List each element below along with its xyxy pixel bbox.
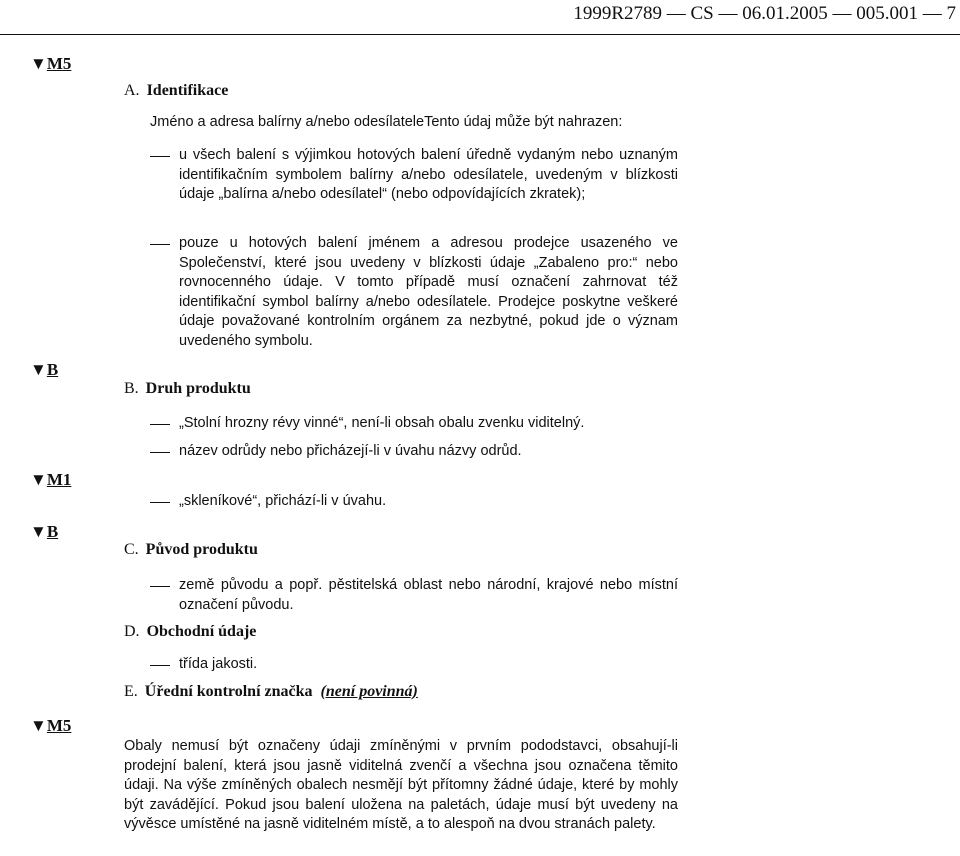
list-item xyxy=(150,655,678,675)
section-title: Původ produktu xyxy=(145,541,258,558)
down-triangle-icon: ▼ xyxy=(30,54,47,73)
dash-bullet xyxy=(150,665,170,666)
list-item xyxy=(150,234,678,351)
dash-bullet xyxy=(150,452,170,453)
section-heading-b xyxy=(124,380,251,398)
section-intro: Jméno a adresa balírny a/nebo odesílateleTento údaj může být nahrazen: xyxy=(150,114,623,130)
section-note: (není povinná) xyxy=(320,683,418,700)
list-item xyxy=(150,146,678,205)
list-item xyxy=(150,414,678,434)
section-title: Úřední kontrolní značka xyxy=(144,683,313,700)
dash-bullet xyxy=(150,586,170,587)
list-item xyxy=(150,492,678,512)
list-item-text: země původu a popř. pěstitelská oblast nebo národní, krajové nebo místní označení původu. xyxy=(179,577,678,613)
marker-code: M5 xyxy=(46,716,72,735)
section-heading-e xyxy=(124,683,418,701)
section-letter: E. xyxy=(124,683,138,700)
list-item-text: třída jakosti. xyxy=(179,656,258,672)
list-item-text: název odrůdy nebo přicházejí-li v úvahu názvy odrůd. xyxy=(179,443,522,459)
dash-bullet xyxy=(150,424,170,425)
down-triangle-icon: ▼ xyxy=(30,360,47,379)
document-reference-header: 1999R2789 — CS — 06.01.2005 — 005.001 — 7 xyxy=(573,3,956,24)
marker-code: B xyxy=(46,522,59,541)
section-letter: A. xyxy=(124,82,140,99)
section-heading-c xyxy=(124,541,258,559)
section-title: Identifikace xyxy=(146,82,229,99)
section-title: Druh produktu xyxy=(145,380,251,397)
list-item-text: „skleníkové“, přichází-li v úvahu. xyxy=(179,493,387,509)
list-item-text: pouze u hotových balení jménem a adresou prodejce usazeného ve Společenství, které jsou uvedeny v blízkosti údaje „Zabaleno pro:“ nebo rovnocenného údaje. V tomto případě musí označení zahrnovat též identifikační symbol balírny a/nebo odesílatele. Prodejce poskytne veškeré údaje považované kontrolním orgánem za nezbytné, pokud jde o význam uvedeného symbolu. xyxy=(179,235,678,349)
dash-bullet xyxy=(150,502,170,503)
amendment-marker-m1 xyxy=(30,470,71,490)
amendment-marker-m5 xyxy=(30,54,71,74)
section-heading-d xyxy=(124,623,256,641)
down-triangle-icon: ▼ xyxy=(30,522,47,541)
header-divider xyxy=(0,34,960,35)
list-item-text: „Stolní hrozny révy vinné“, není-li obsah obalu zvenku viditelný. xyxy=(179,415,585,431)
dash-bullet xyxy=(150,244,170,245)
section-letter: C. xyxy=(124,541,139,558)
section-heading-a xyxy=(124,82,228,100)
dash-bullet xyxy=(150,156,170,157)
amendment-marker-b xyxy=(30,360,58,380)
section-letter: D. xyxy=(124,623,140,640)
marker-code: B xyxy=(46,360,59,379)
section-letter: B. xyxy=(124,380,139,397)
closing-paragraph: Obaly nemusí být označeny údaji zmíněnými v prvním pododstavci, obsahují-li prodejní balení, která jsou jasně viditelná zvenčí a všechna jsou označena těmito údaji. Na výše zmíněných obalech nesmějí být přítomny žádné údaje, které by mohly být zavádějící. Pokud jsou balení uložena na paletách, údaje musí být uvedeny na vývěsce umístěné na jasně viditelném místě, a to alespoň na dvou stranách palety. xyxy=(124,738,678,832)
marker-code: M5 xyxy=(46,54,72,73)
list-item-text: u všech balení s výjimkou hotových balení úředně vydaným nebo uznaným identifikačním symbolem balírny a/nebo odesílatele, uvedeným v blízkosti údaje „balírna a/nebo odesílatel“ (nebo odpovídajících zkratek); xyxy=(179,147,678,202)
marker-code: M1 xyxy=(46,470,72,489)
down-triangle-icon: ▼ xyxy=(30,470,47,489)
amendment-marker-m5 xyxy=(30,716,71,736)
amendment-marker-b xyxy=(30,522,58,542)
section-title: Obchodní údaje xyxy=(146,623,257,640)
down-triangle-icon: ▼ xyxy=(30,716,47,735)
list-item xyxy=(150,576,678,615)
list-item xyxy=(150,442,678,462)
